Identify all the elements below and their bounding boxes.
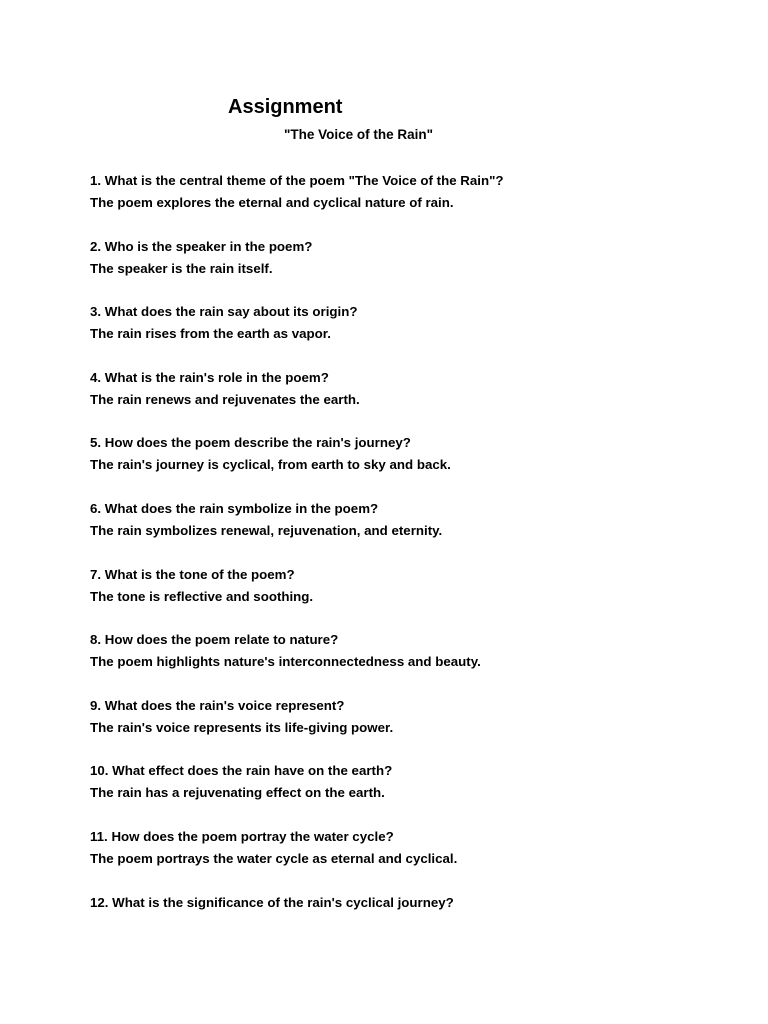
question-text: 7. What is the tone of the poem?: [90, 566, 295, 582]
qa-item-10: [90, 760, 730, 826]
answer-text: The rain rises from the earth as vapor.: [90, 326, 331, 342]
qa-item-7: [90, 564, 730, 630]
question-text: 8. How does the poem relate to nature?: [90, 632, 339, 648]
qa-item-4: [90, 367, 730, 433]
question-text: 2. Who is the speaker in the poem?: [90, 238, 313, 254]
page-title: Assignment: [228, 96, 343, 118]
qa-item-5: [90, 432, 730, 498]
answer-text: The speaker is the rain itself.: [90, 260, 273, 276]
answer-text: The poem highlights nature's interconnectedness and beauty.: [90, 654, 481, 670]
qa-item-3: [90, 301, 730, 367]
answer-text: The poem portrays the water cycle as eternal and cyclical.: [90, 850, 458, 866]
question-text: 1. What is the central theme of the poem "The Voice of the Rain"?: [90, 173, 504, 188]
qa-item-8: [90, 629, 730, 695]
question-text: 10. What effect does the rain have on the earth?: [90, 763, 393, 779]
question-text: 6. What does the rain symbolize in the poem?: [90, 500, 379, 516]
question-answer-list: [90, 170, 730, 957]
page-subtitle: "The Voice of the Rain": [284, 127, 434, 142]
answer-text: The rain has a rejuvenating effect on the earth.: [90, 785, 385, 801]
qa-item-6: [90, 498, 730, 564]
answer-text: The tone is reflective and soothing.: [90, 588, 314, 604]
qa-item-2: [90, 236, 730, 302]
answer-text: The poem explores the eternal and cyclical nature of rain.: [90, 195, 454, 210]
question-text: 11. How does the poem portray the water cycle?: [90, 828, 394, 844]
question-text: 5. How does the poem describe the rain's journey?: [90, 435, 411, 451]
question-text: 4. What is the rain's role in the poem?: [90, 369, 329, 385]
qa-item-1: [90, 170, 730, 236]
answer-text: The rain renews and rejuvenates the earth.: [90, 391, 360, 407]
qa-item-11: [90, 826, 730, 892]
question-text: 3. What does the rain say about its origin?: [90, 304, 358, 320]
qa-item-9: [90, 695, 730, 761]
answer-text: The rain's journey is cyclical, from earth to sky and back.: [90, 457, 451, 473]
answer-text: The rain's voice represents its life-giving power.: [90, 719, 394, 735]
question-text: 12. What is the significance of the rain's cyclical journey?: [90, 894, 454, 910]
qa-item-12: [90, 892, 730, 958]
question-text: 9. What does the rain's voice represent?: [90, 697, 345, 713]
answer-text: The rain symbolizes renewal, rejuvenation, and eternity.: [90, 522, 443, 538]
